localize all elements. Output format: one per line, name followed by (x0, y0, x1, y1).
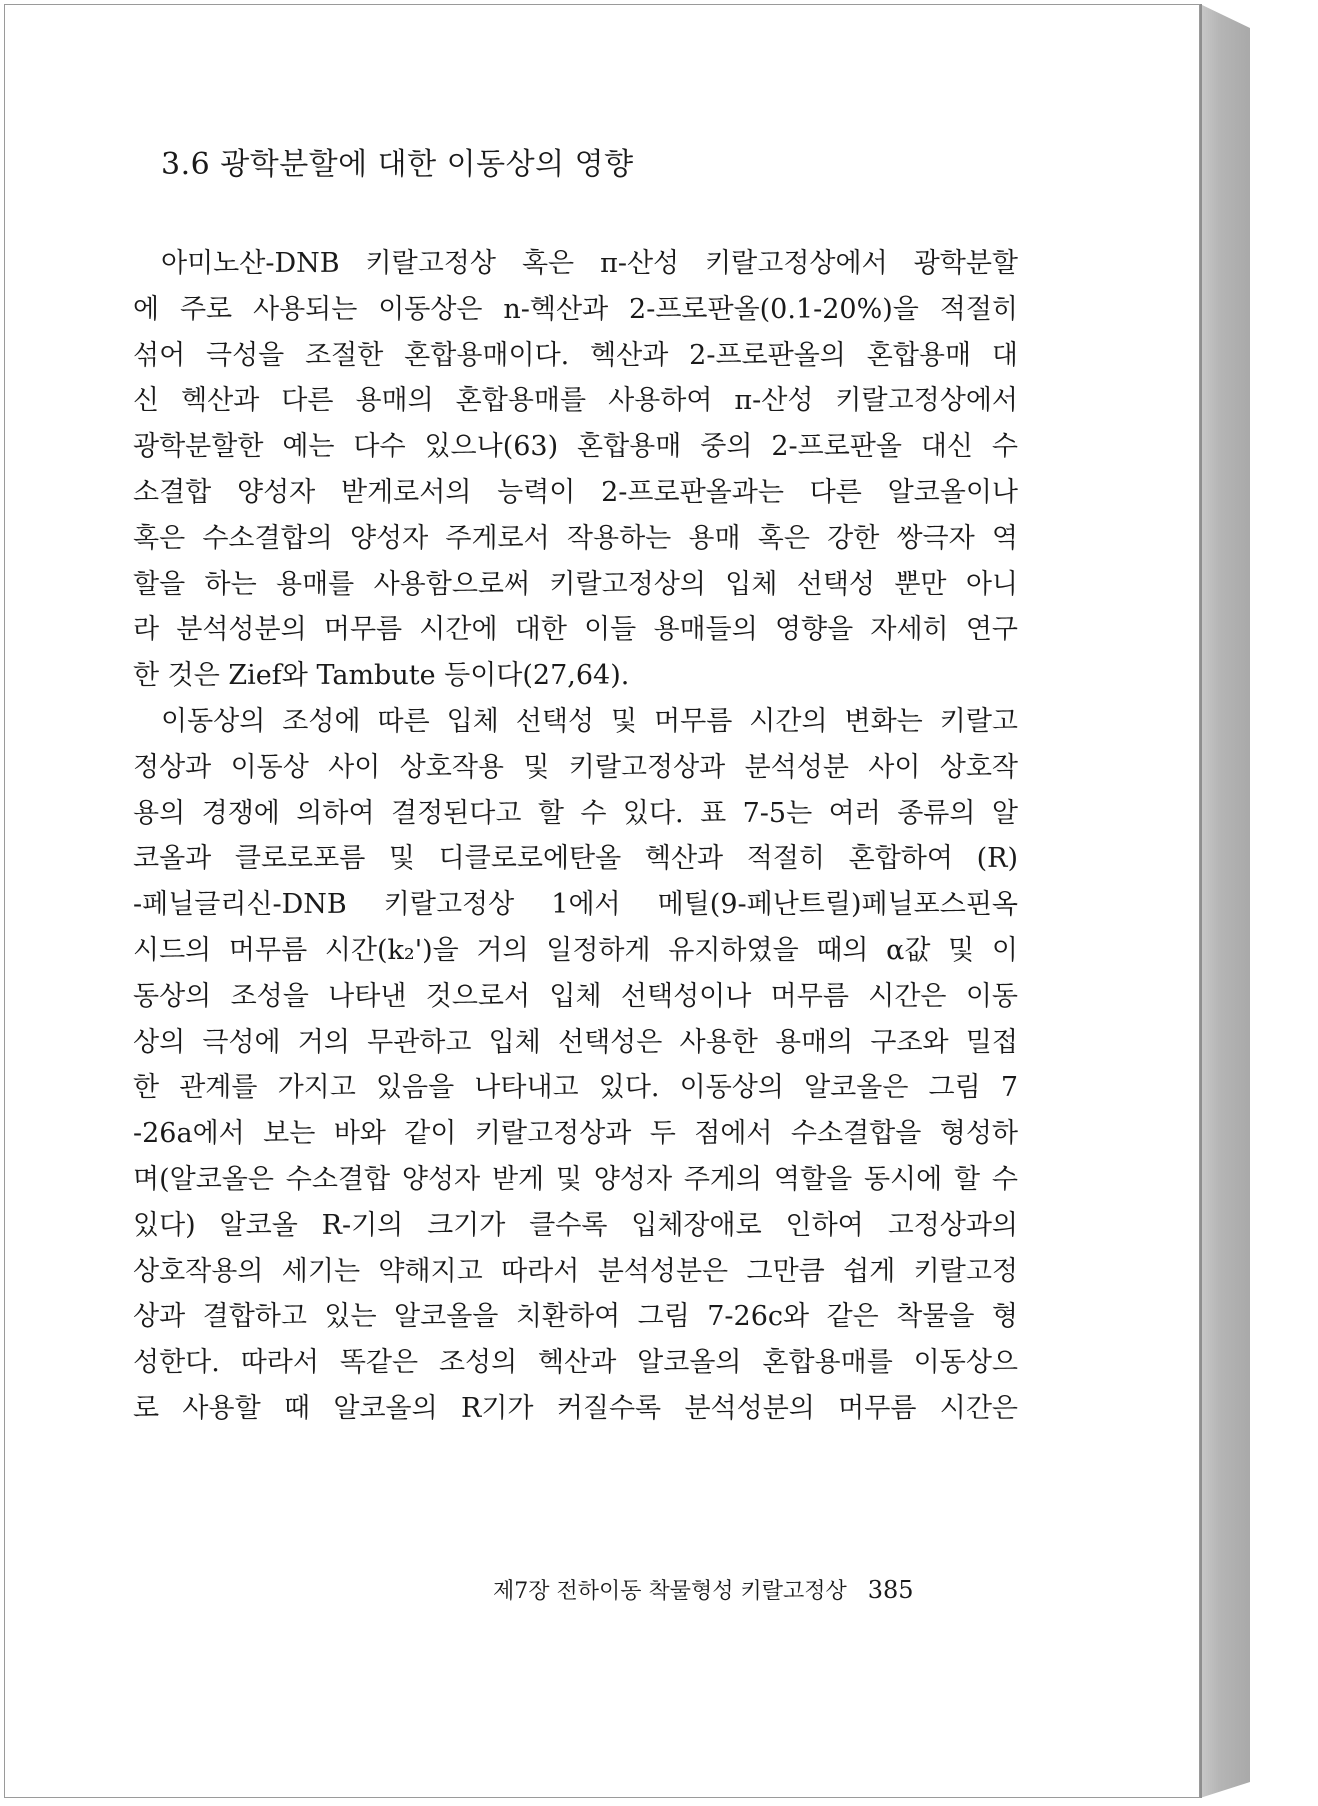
paragraph-line: 시드의 머무름 시간(k₂')을 거의 일정하게 유지하였을 때의 α값 및 이 (133, 934, 1018, 966)
paragraph-line: 혹은 수소결합의 양성자 주게로서 작용하는 용매 혹은 강한 쌍극자 역 (133, 522, 1018, 554)
paragraph-line: 한 관계를 가지고 있음을 나타내고 있다. 이동상의 알코올은 그림 7 (133, 1072, 1018, 1104)
paragraph-line: 며(알코올은 수소결합 양성자 받게 및 양성자 주게의 역할을 동시에 할 수 (133, 1163, 1018, 1195)
paragraph-line: 에 주로 사용되는 이동상은 n-헥산과 2-프로판올(0.1-20%)을 적절히 (133, 293, 1018, 325)
section-title: 3.6 광학분할에 대한 이동상의 영향 (161, 147, 634, 182)
chapter-title: 제7장 전하이동 착물형성 키랄고정상 (493, 1579, 847, 1604)
page-sheet (4, 4, 1200, 1798)
paragraph-line: 광학분할한 예는 다수 있으나(63) 혼합용매 중의 2-프로판올 대신 수 (133, 431, 1018, 463)
paragraph-2 (133, 699, 1018, 1432)
paragraph-line: 한 것은 Zief와 Tambute 등이다(27,64). (133, 660, 630, 692)
paragraph-line: 동상의 조성을 나타낸 것으로서 입체 선택성이나 머무름 시간은 이동 (133, 980, 1018, 1012)
page-edge-shadow (1200, 4, 1250, 1798)
paragraph-line: -페닐글리신-DNB 키랄고정상 1에서 메틸(9-페난트릴)페닐포스핀옥 (133, 889, 1018, 921)
paragraph-line: 성한다. 따라서 똑같은 조성의 헥산과 알코올의 혼합용매를 이동상으 (133, 1347, 1018, 1379)
paragraph-line: 아미노산-DNB 키랄고정상 혹은 π-산성 키랄고정상에서 광학분할 (161, 248, 1018, 279)
paragraph-line: 있다) 알코올 R-기의 크기가 클수록 입체장애로 인하여 고정상과의 (133, 1209, 1018, 1241)
page-number: 385 (867, 1576, 914, 1604)
paragraph-1 (133, 241, 1018, 699)
paragraph-line: 섞어 극성을 조절한 혼합용매이다. 헥산과 2-프로판올의 혼합용매 대 (133, 339, 1018, 371)
paragraph-line: 로 사용할 때 알코올의 R기가 커질수록 분석성분의 머무름 시간은 (133, 1392, 1018, 1424)
paragraph-line: 라 분석성분의 머무름 시간에 대한 이들 용매들의 영향을 자세히 연구 (133, 614, 1018, 646)
paragraph-line: 할을 하는 용매를 사용함으로써 키랄고정상의 입체 선택성 뿐만 아니 (133, 568, 1018, 600)
paragraph-line: 신 헥산과 다른 용매의 혼합용매를 사용하여 π-산성 키랄고정상에서 (133, 385, 1018, 417)
paragraph-line: 상과 결합하고 있는 알코올을 치환하여 그림 7-26c와 같은 착물을 형 (133, 1301, 1018, 1333)
running-footer (493, 1575, 914, 1607)
paragraph-line: 상호작용의 세기는 약해지고 따라서 분석성분은 그만큼 쉽게 키랄고정 (133, 1255, 1018, 1287)
paragraph-line: 용의 경쟁에 의하여 결정된다고 할 수 있다. 표 7-5는 여러 종류의 알 (133, 797, 1018, 829)
paragraph-line: 상의 극성에 거의 무관하고 입체 선택성은 사용한 용매의 구조와 밀접 (133, 1026, 1018, 1058)
page-edge-line (1200, 4, 1202, 1798)
paragraph-line: 이동상의 조성에 따른 입체 선택성 및 머무름 시간의 변화는 키랄고 (161, 705, 1018, 737)
paragraph-line: 정상과 이동상 사이 상호작용 및 키랄고정상과 분석성분 사이 상호작 (133, 751, 1018, 783)
paragraph-line: 소결합 양성자 받게로서의 능력이 2-프로판올과는 다른 알코올이나 (133, 476, 1018, 508)
page-body (133, 145, 1018, 1432)
paragraph-line: 코올과 클로로포름 및 디클로로에탄올 헥산과 적절히 혼합하여 (R) (133, 843, 1018, 875)
paragraph-line: -26a에서 보는 바와 같이 키랄고정상과 두 점에서 수소결합을 형성하 (133, 1118, 1018, 1150)
